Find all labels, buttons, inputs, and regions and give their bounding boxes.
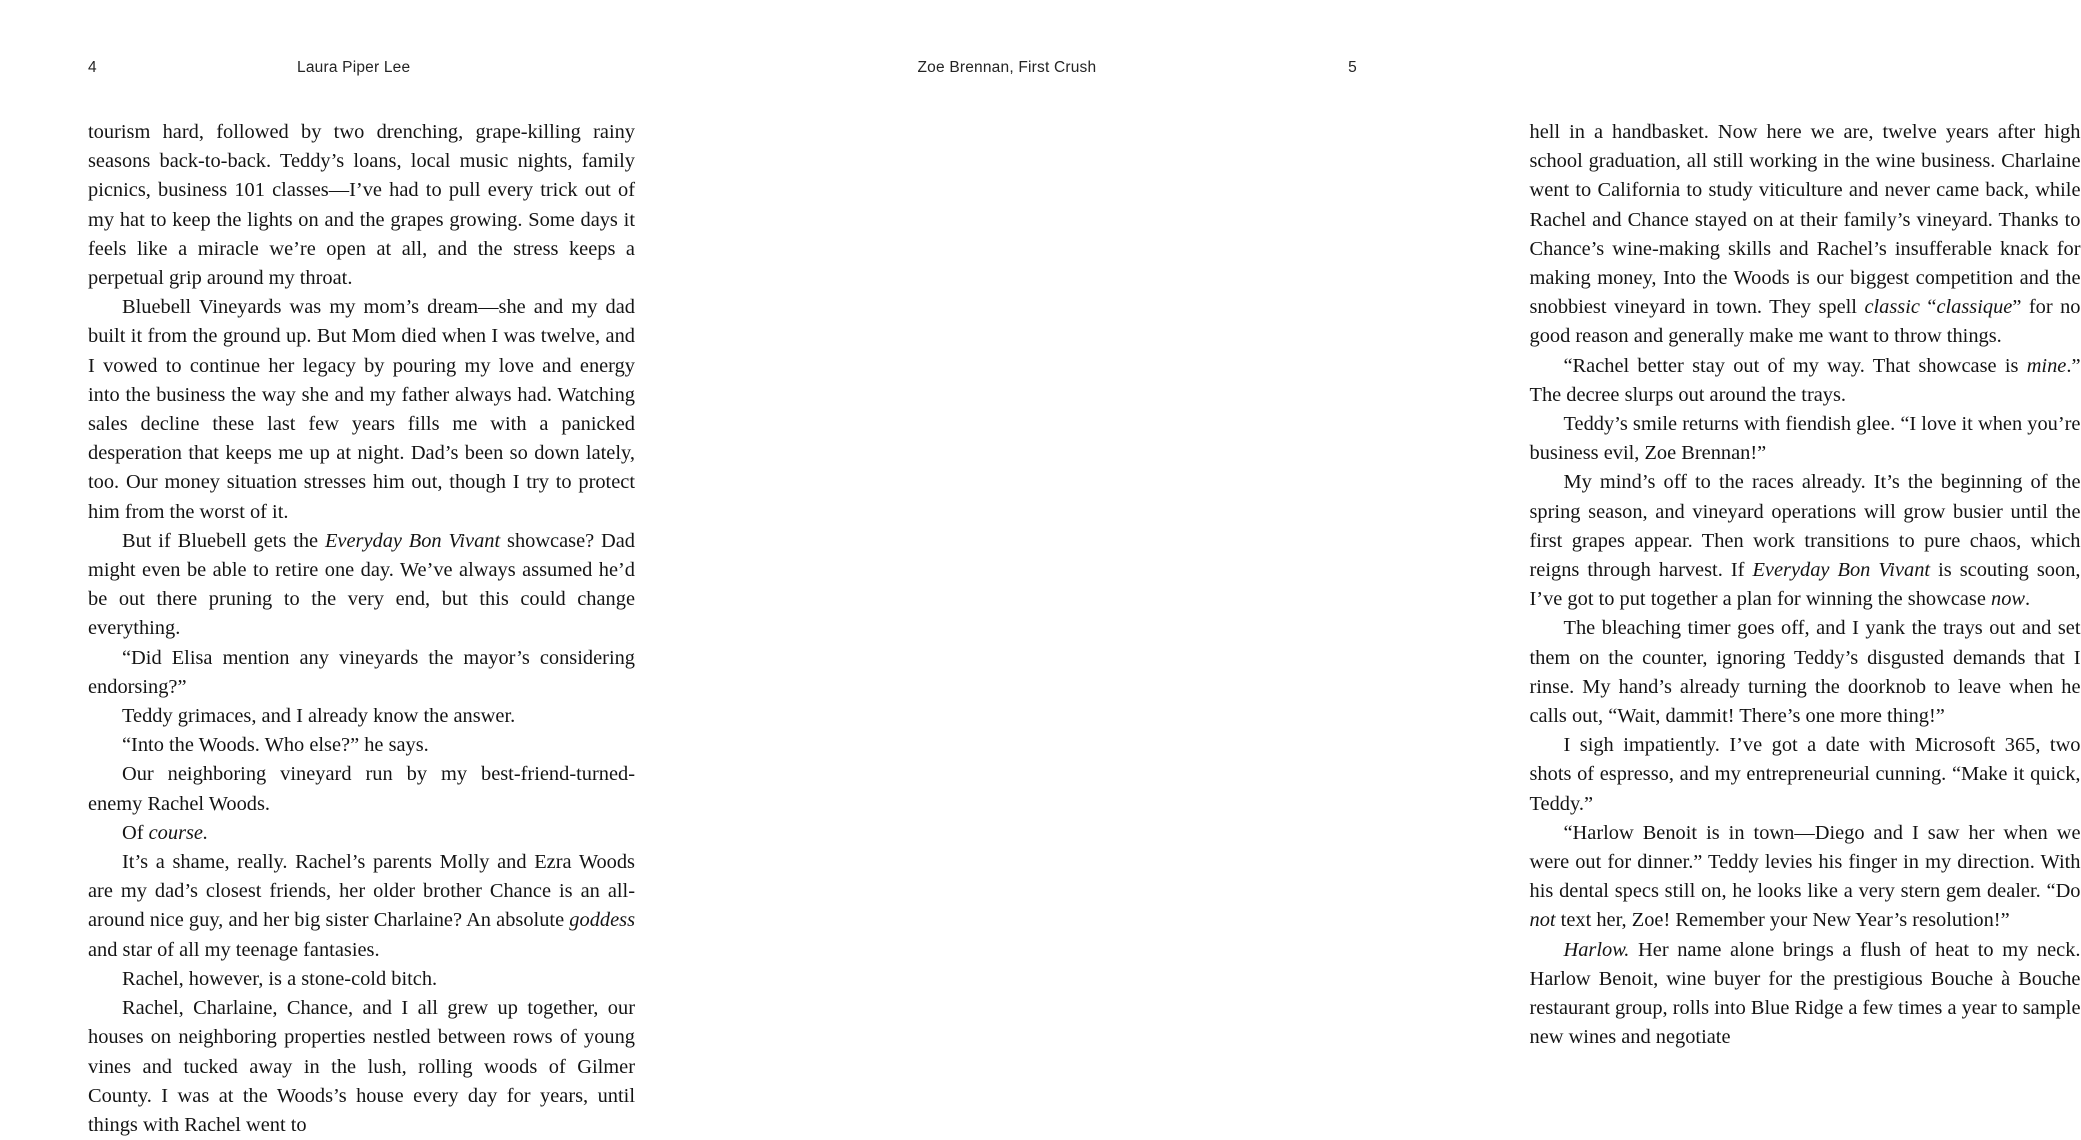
- paragraph: [88, 293, 635, 527]
- text-run: My mind’s off to the races already. It’s the beginning of the spring season, and vineyard operations will grow busier until the first grapes appear. Then work transitions to pure chaos, which reigns through harvest. If: [1529, 471, 2081, 582]
- paragraph: [88, 118, 635, 293]
- text-run: Bluebell Vineyards was my mom’s dream—she and my dad built it from the ground up. But Mom died when I was twelve, and I vowed to continue her legacy by pouring my love and energy into the business the way she and my father always had. Watching sales decline these last few years fills me with a panicked desperation that keeps me up at night. Dad’s been so down lately, too. Our money situation stresses him out, though I try to protect him from the worst of it.: [88, 296, 635, 523]
- paragraph: [88, 760, 635, 818]
- running-head-author: Laura Piper Lee: [297, 59, 411, 76]
- text-run: The bleaching timer goes off, and I yank the trays out and set them on the counter, ignoring Teddy’s disgusted demands that I rinse. My hand’s already turning the doorknob to leave when he calls out, “Wait, dammit! There’s one more thing!”: [1529, 617, 2081, 728]
- paragraph: [88, 702, 635, 731]
- paragraph: [1530, 936, 2081, 1053]
- text-run: “Into the Woods. Who else?” he says.: [122, 734, 429, 757]
- page-verso: [0, 0, 723, 1136]
- paragraph: [88, 527, 635, 644]
- text-run: .” The decree slurps out around the trays.: [1529, 354, 2081, 406]
- text-run: But if Bluebell gets the: [122, 529, 325, 552]
- paragraph: [1530, 410, 2081, 468]
- text-run: “Rachel better stay out of my way. That showcase is: [1563, 354, 2027, 377]
- text-run: “: [1919, 296, 1937, 319]
- paragraph: [88, 965, 635, 994]
- body-text-verso: [88, 118, 635, 1140]
- text-run: “Harlow Benoit is in town—Diego and I saw her when we were out for dinner.” Teddy levies his finger in my direction. With his dental specs still on, he looks like a very stern gem dealer. “Do: [1529, 821, 2081, 903]
- italic-run: Everyday Bon Vivant: [1752, 559, 1931, 582]
- paragraph: [1530, 819, 2081, 936]
- text-run: is scouting soon, I’ve got to put together a plan for winning the showcase: [1529, 559, 2081, 611]
- text-run: Teddy grimaces, and I already know the answer.: [122, 705, 516, 728]
- paragraph: [1530, 118, 2081, 352]
- paragraph: [88, 731, 635, 760]
- page-number-verso: 4: [88, 59, 97, 76]
- paragraph: [1530, 731, 2081, 819]
- paragraph: [88, 994, 635, 1140]
- text-run: I sigh impatiently. I’ve got a date with Microsoft 365, two shots of espresso, and my entrepreneurial cunning. “Make it quick, Teddy.”: [1529, 734, 2081, 815]
- italic-run: Harlow.: [1563, 938, 1630, 961]
- paragraph: [1530, 614, 2081, 731]
- text-run: “Did Elisa mention any vineyards the mayor’s considering endorsing?”: [88, 646, 635, 698]
- italic-run: course.: [148, 821, 209, 844]
- text-run: Teddy’s smile returns with fiendish glee. “I love it when you’re business evil, Zoe Brennan!”: [1529, 413, 2081, 465]
- text-run: Her name alone brings a flush of heat to my neck. Harlow Benoit, wine buyer for the prestigious Bouche à Bouche restaurant group, rolls into Blue Ridge a few times a year to sample new wines and negotiate: [1529, 938, 2081, 1049]
- italic-run: now: [1991, 588, 2025, 611]
- text-run: ” for no good reason and generally make me want to throw things.: [1529, 296, 2081, 348]
- page-recto: [723, 0, 2081, 1084]
- italic-run: classique: [1936, 296, 2013, 319]
- text-run: hell in a handbasket. Now here we are, twelve years after high school graduation, all still working in the wine business. Charlaine went to California to study viticulture and never came back, while Rachel and Chance stayed on at their family’s vineyard. Thanks to Chance’s wine-making skills and Rachel’s insufferable knack for making money, Into the Woods is our biggest competition and the snobbiest vineyard in town. They spell: [1529, 121, 2081, 319]
- paragraph: [1530, 352, 2081, 410]
- text-run: Our neighboring vineyard run by my best-friend-turned-enemy Rachel Woods.: [88, 763, 635, 815]
- text-run: Of: [122, 821, 149, 844]
- paragraph: [88, 819, 635, 848]
- paragraph: [1530, 468, 2081, 614]
- italic-run: mine: [2026, 354, 2067, 377]
- text-run: and star of all my teenage fantasies.: [88, 938, 380, 961]
- italic-run: classic: [1864, 296, 1920, 319]
- text-run: tourism hard, followed by two drenching, grape-killing rainy seasons back-to-back. Teddy’s loans, local music nights, family picnics, business 101 classes—I’ve had to pull every trick out of my hat to keep the lights on and the grapes growing. Some days it feels like a miracle we’re open at all, and the stress keeps a perpetual grip around my throat.: [88, 121, 635, 290]
- paragraph: [88, 644, 635, 702]
- running-head-verso: [88, 57, 635, 79]
- italic-run: not: [1529, 909, 1556, 932]
- text-run: Rachel, Charlaine, Chance, and I all grew up together, our houses on neighboring properties nestled between rows of young vines and tucked away in the lush, rolling woods of Gilmer County. I was at the Woods’s house every day for years, until things with Rachel went to: [88, 997, 635, 1136]
- text-run: text her, Zoe! Remember your New Year’s resolution!”: [1555, 909, 2010, 932]
- page-number-recto: 5: [1348, 59, 1357, 76]
- text-run: Rachel, however, is a stone-cold bitch.: [122, 967, 438, 990]
- text-run: .: [2025, 588, 2031, 611]
- italic-run: Everyday Bon Vivant: [324, 529, 501, 552]
- body-text-recto: [1530, 118, 2081, 1053]
- running-head-recto: [806, 57, 1358, 79]
- text-run: showcase? Dad might even be able to retire one day. We’ve always assumed he’d be out there pruning to the very end, but this could change everything.: [88, 529, 636, 640]
- italic-run: goddess: [569, 909, 635, 932]
- running-head-book-title: Zoe Brennan, First Crush: [917, 59, 1097, 76]
- paragraph: [88, 848, 635, 965]
- text-run: It’s a shame, really. Rachel’s parents Molly and Ezra Woods are my dad’s closest friends, her older brother Chance is an all-around nice guy, and her big sister Charlaine? An absolute: [88, 851, 635, 932]
